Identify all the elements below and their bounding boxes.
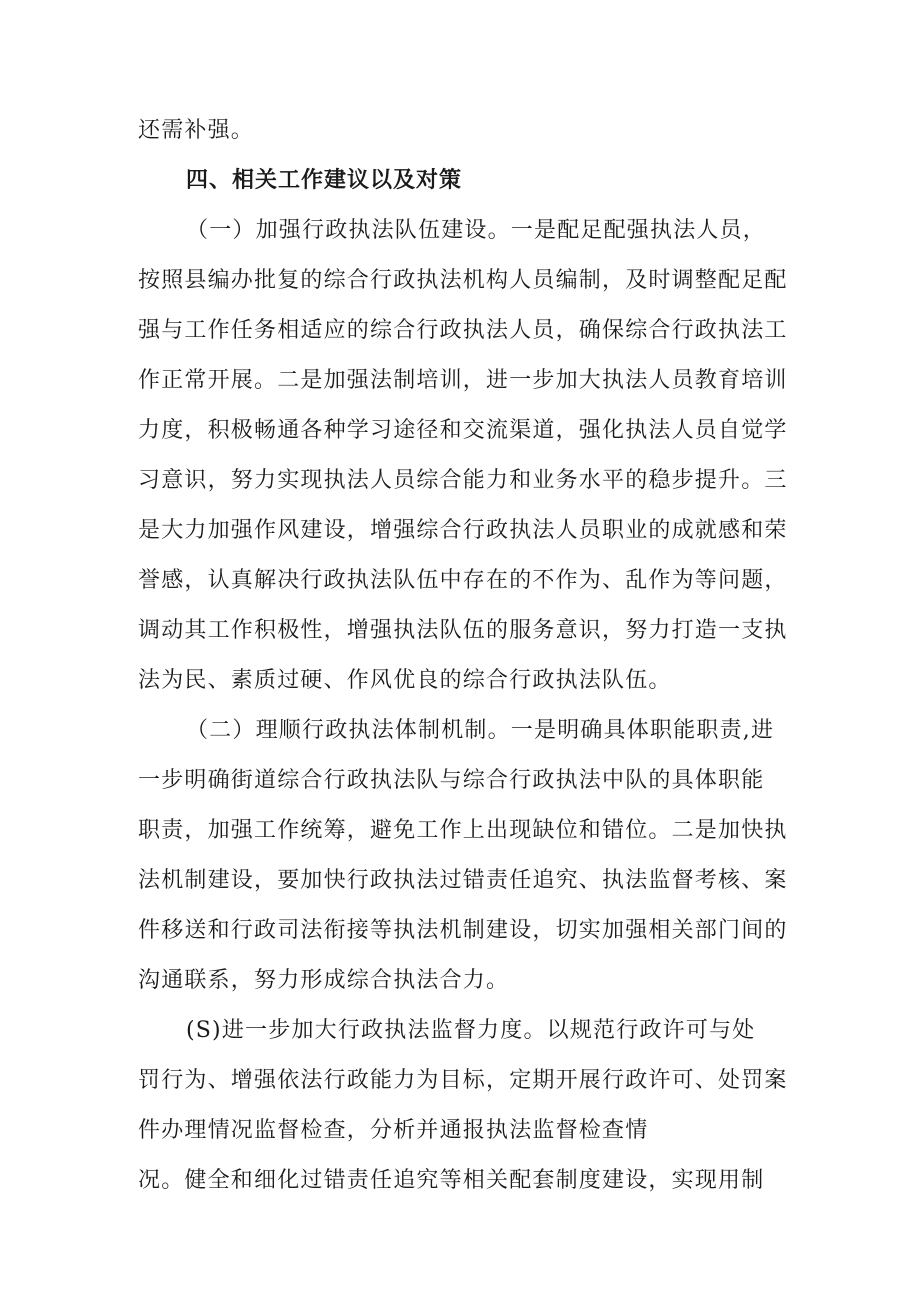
paragraph-line: 沟通联系，努力形成综合执法合力。	[138, 968, 510, 993]
paragraph-line: 职责，加强工作统筹，避免工作上出现缺位和错位。二是加快执	[138, 818, 788, 843]
paragraph-line: 是大力加强作风建设，增强综合行政执法人员职业的成就感和荣	[138, 518, 788, 543]
paragraph-line: 力度，积极畅通各种学习途径和交流渠道，强化执法人员自觉学	[138, 418, 788, 443]
section-heading: 四、相关工作建议以及对策	[186, 168, 463, 193]
paragraph-line: (S)进一步加大行政执法监督力度。以规范行政许可与处	[186, 1018, 756, 1043]
paragraph-line: 誉感，认真解决行政执法队伍中存在的不作为、乱作为等问题，	[138, 568, 788, 593]
paragraph-line: 按照县编办批复的综合行政执法机构人员编制，及时调整配足配	[138, 268, 788, 293]
paragraph-line: （二）理顺行政执法体制机制。一是明确具体职能职责,进	[186, 718, 775, 743]
paragraph-line: 一步明确街道综合行政执法队与综合行政执法中队的具体职能	[138, 768, 765, 793]
paragraph-line: 习意识，努力实现执法人员综合能力和业务水平的稳步提升。三	[138, 468, 788, 493]
paragraph-line: 法为民、素质过硬、作风优良的综合行政执法队伍。	[138, 668, 672, 693]
paragraph-line: 件办理情况监督检查，分析并通报执法监督检查情	[138, 1118, 649, 1143]
paragraph-line: 件移送和行政司法衔接等执法机制建设，切实加强相关部门间的	[138, 918, 788, 943]
paragraph-line: 法机制建设，要加快行政执法过错责任追究、执法监督考核、案	[138, 868, 788, 893]
paragraph-line: （一）加强行政执法队伍建设。一是配足配强执法人员，	[186, 218, 767, 243]
paragraph-line: 还需补强。	[138, 118, 255, 143]
paragraph-line: 强与工作任务相适应的综合行政执法人员，确保综合行政执法工	[138, 318, 788, 343]
paragraph-line: 作正常开展。二是加强法制培训，进一步加大执法人员教育培训	[138, 368, 788, 393]
paragraph-line: 罚行为、增强依法行政能力为目标，定期开展行政许可、处罚案	[138, 1068, 788, 1093]
paragraph-line: 况。健全和细化过错责任追究等相关配套制度建设，实现用制	[138, 1168, 765, 1193]
paragraph-line: 调动其工作积极性，增强执法队伍的服务意识，努力打造一支执	[138, 618, 788, 643]
